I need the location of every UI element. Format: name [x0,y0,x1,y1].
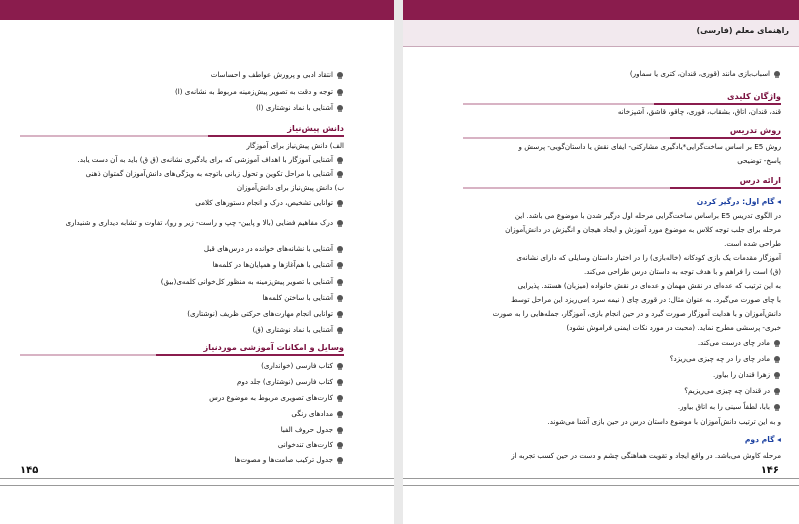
bullet-icon [336,72,344,79]
bullet-icon [773,372,781,379]
method-text-line: پاسخ- توضیحی [737,156,781,165]
running-title: راهنمای معلم (فارسی) [696,26,789,35]
paragraph-line: در الگوی تدریس E5 براساس ساخت‌گرایی مرحله اول درگیر شدن با موضوع می باشد. این [514,211,781,220]
list-item: آشنایی با نماد نوشتاری (ا) [256,104,344,112]
list-item: انتقاد ادبی و پرورش عواطف و احساسات [211,71,344,79]
heading-divider [463,103,781,105]
paragraph-line: (ق) است را فراهم و با هدف توجه به داستان درس طراحی می‌کند. [584,267,781,276]
paragraph-line: طراحی شده است. [724,239,781,248]
dialog-item: در قندان چه چیزی می‌ریزیم؟ [684,387,781,395]
list-item: توانایی انجام مهارت‌های حرکتی ظریف (نوشتاری) [187,310,344,318]
closing-line: و به این ترتیب دانش‌آموزان با موضوع داستان درس در حین بازی آشنا می‌شوند. [547,417,781,426]
method-text-line: روش E5 بر اساس ساخت‌گرایی*یادگیری مشارکتی- ایفای نقش یا داستان‌گویی- پرسش و [518,142,781,151]
section-heading-method: روش تدریس [729,125,781,135]
list-item: توانایی تشخیص، درک و انجام دستورهای کلامی [195,199,344,207]
dialog-item: مادر چای درست می‌کند. [698,339,781,347]
list-item: اسباب‌بازی مانند (قوری، قندان، کتری یا سماور) [630,70,781,78]
sub-label-teacher: الف) دانش پیش‌نیاز برای آموزگار [246,141,344,150]
bullet-icon [336,157,344,164]
heading-divider [463,187,781,189]
bullet-icon [336,411,344,418]
paragraph-line: به این ترتیب که عده‌ای در نقش مهمان و عده‌ای در نقش خانواده (میزبان) هستند. پذیرایی [517,281,781,290]
dialog-item: بابا، لطفاً سینی را به اتاق بیاور. [678,403,781,411]
list-item: کتاب فارسی (نوشتاری) جلد دوم [237,378,344,386]
paragraph-line: با چای صورت می‌گیرد. به عنوان مثال: در قوری چای ( نیمه سرد )می‌ریزد این مراحل توسط [511,295,781,304]
heading-divider [463,137,781,139]
bullet-icon [336,427,344,434]
list-item: کارت‌های تصویری مربوط به موضوع درس [209,394,344,402]
list-item: آشنایی با هم‌آغازها و همپایان‌ها در کلمه‌ها [213,261,344,269]
bullet-icon [336,262,344,269]
list-item: آشنایی با مراحل تکوین و تحول زبانی باتوجه به ویژگی‌های دانش‌آموزان گمتوان ذهنی [86,170,344,178]
list-item: کارت‌های تندخوانی [278,441,344,449]
list-item: آشنایی آموزگار با اهداف آموزشی که برای یادگیری نشانه‌ی (ق ق) باید به آن دست یابد. [77,156,344,164]
bullet-icon [336,279,344,286]
step-heading: ◂ گام دوم [744,435,781,444]
left-page-content [20,0,344,524]
paragraph-line: خبری- پرسشی مطرح نماید. (محبت در مورد نکات ایمنی فراموش نشود) [566,323,781,332]
list-item: جدول حروف الفبا [281,426,344,434]
bullet-icon [773,340,781,347]
bullet-icon [336,246,344,253]
dialog-item: مادر چای را در چه چیزی می‌ریزد؟ [670,355,781,363]
sub-label-students: ب) دانش پیش‌نیاز برای دانش‌آموزان [236,183,344,192]
keywords-text: قند، قندان، اتاق، بشقاب، قوری، چاقو، قاشق، آشپزخانه [617,107,781,116]
bullet-icon [773,356,781,363]
section-heading-presentation: ارائه درس [739,175,781,185]
list-item: مدادهای رنگی [291,410,344,418]
paragraph-line: آموزگار مقدمات یک بازی کودکانه (خاله‌بازی) را در اختیار داستان وسایلی که دارای نشانه‌ی [516,253,781,262]
list-item: جدول ترکیب صامت‌ها و مصوت‌ها [234,456,344,464]
left-page [0,0,394,524]
section-heading-keywords: واژگان کلیدی [727,91,781,101]
list-item: آشنایی با تصویر پیش‌زمینه به منظور کل‌خوانی کلمه‌ی(بیق) [161,278,344,286]
list-item: آشنایی با ساختن کلمه‌ها [262,294,344,302]
bullet-icon [336,311,344,318]
bullet-icon [336,89,344,96]
bullet-icon [773,388,781,395]
paragraph-line: مرحله کاوش می‌باشد. در واقع ایجاد و تقویت هماهنگی چشم و دست در حین کسب تجربه از [511,451,781,460]
heading-divider [20,135,344,137]
section-heading-prerequisite: دانش پیش‌نیاز [287,123,344,133]
bullet-icon [336,379,344,386]
paragraph-line: دانش‌آموزان و با هدایت آموزگار صورت گیرد و در حین انجام بازی، آموزگار، جمله‌هایی را به صورت [492,309,781,318]
bullet-icon [336,327,344,334]
bullet-icon [336,457,344,464]
bullet-icon [336,442,344,449]
list-item: توجه و دقت به تصویر پیش‌زمینه مربوط به نشانه‌ی (ا) [175,88,344,96]
list-item: کتاب فارسی (خوانداری) [261,362,344,370]
page-number: ۱۴۶ [760,465,779,476]
paragraph-line: مرحله برای جلب توجه کلاس به موضوع مورد آموزش و ایجاد هیجان و انگیزش در دانش‌آموزان [505,225,781,234]
list-item: آشنایی با نشانه‌های خوانده در درس‌های قبل [204,245,344,253]
bullet-icon [336,395,344,402]
dialog-item: زهرا قندان را بیاور. [713,371,781,379]
step-heading: ◂ گام اول: درگیر کردن [696,197,781,206]
page-number: ۱۴۵ [20,465,39,476]
section-heading-materials: وسایل و امکانات آموزشی موردنیاز [203,342,344,352]
bullet-icon [773,404,781,411]
bullet-icon [773,71,781,78]
bullet-icon [336,171,344,178]
bullet-icon [336,295,344,302]
heading-divider [20,354,344,356]
bullet-icon [336,220,344,227]
footer-lines [0,478,394,486]
right-page-content [463,0,781,524]
list-item: آشنایی با نماد نوشتاری (ق) [252,326,344,334]
footer-lines [403,478,799,486]
right-page [403,0,799,524]
list-item: درک مفاهیم فضایی (بالا و پایین- چپ و راست- زیر و رو)، تفاوت و تشابه دیداری و شنیداری [20,215,344,230]
bullet-icon [336,363,344,370]
bullet-icon [336,200,344,207]
bullet-icon [336,105,344,112]
